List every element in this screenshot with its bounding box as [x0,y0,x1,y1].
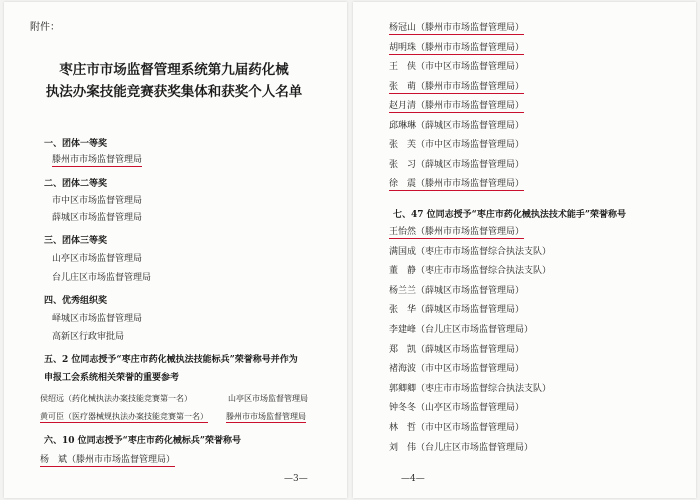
section-1-org-1: 滕州市市场监督管理局 [52,155,143,165]
honor-list-item: 邱琳琳（薛城区市场监督管理局） [389,120,525,131]
expert-list-item: 李建峰（台儿庄区市场监督管理局） [389,325,534,335]
expert-list-item: 褚海波（市中区市场监督管理局） [389,364,525,375]
honor-list-item: 王 侠（市中区市场监督管理局） [389,62,525,72]
expert-list-item: 杨兰兰（薛城区市场监督管理局） [389,285,525,296]
section-7-heading: 七、47 位同志授予“枣庄市药化械执法技术能手”荣誉称号 [393,210,627,220]
expert-list-item: 满国成（枣庄市市场监督综合执法支队） [389,246,552,257]
expert-list-item: 郭卿卿（枣庄市市场监督综合执法支队） [389,383,552,394]
honor-list-item: 徐 震（滕州市市场监督管理局） [389,179,525,189]
section-4-org-1: 峄城区市场监督管理局 [52,314,143,324]
honor-list-item: 杨冠山（滕州市市场监督管理局） [389,23,525,33]
section-3-org-1: 山亭区市场监督管理局 [52,254,143,264]
attachment-label: 附件： [30,22,60,33]
expert-list-item: 董 静（枣庄市市场监督综合执法支队） [389,266,552,277]
page-4 [353,2,696,498]
honor-list-item: 张 萌（滕州市市场监督管理局） [389,81,525,92]
section-1-heading: 一、团体一等奖 [44,139,108,149]
section-5-person-1-org: 山亭区市场监督管理局 [228,394,308,403]
honor-list-item: 赵月清（滕州市市场监督管理局） [389,101,525,111]
section-4-org-2: 高新区行政审批局 [52,332,125,342]
section-5-person-2-org: 滕州市市场监督管理局 [226,412,306,421]
expert-list-item: 刘 伟（台儿庄区市场监督管理局） [389,442,534,453]
section-2-org-2: 薛城区市场监督管理局 [52,213,143,223]
expert-list-item: 林 哲（市中区市场监督管理局） [389,423,525,433]
expert-list-item: 郑 凯（薛城区市场监督管理局） [389,344,525,355]
expert-list-item: 王怡然（滕州市市场监督管理局） [389,227,525,237]
section-5-heading-line2: 申报工会系统相关荣誉的重要参考 [44,373,180,383]
honor-list-item: 胡明珠（滕州市市场监督管理局） [389,42,525,53]
honor-list-item: 张 芙（市中区市场监督管理局） [389,140,525,150]
section-2-org-1: 市中区市场监督管理局 [52,196,143,206]
page-3 [4,2,347,498]
expert-list-item: 张 华（薛城区市场监督管理局） [389,305,525,316]
page-number-3: —3— [284,474,308,484]
document-title-line2: 执法办案技能竞赛获奖集体和获奖个人名单 [45,84,303,100]
document-title-line1: 枣庄市市场监督管理系统第九届药化械 [59,62,289,78]
honor-list-item: 张 习（薛城区市场监督管理局） [389,159,525,170]
section-3-org-2: 台儿庄区市场监督管理局 [52,273,152,283]
section-4-heading: 四、优秀组织奖 [44,296,108,306]
section-5-person-1: 侯绍远（药化械执法办案技能竞赛第一名） [40,394,192,403]
section-5-heading-line1: 五、2 位同志授予“枣庄市药化械执法技能标兵”荣誉称号并作为 [44,355,298,365]
section-2-heading: 二、团体二等奖 [44,179,108,189]
section-6-person-1: 杨 斌（滕州市市场监督管理局） [40,455,176,465]
section-3-heading: 三、团体三等奖 [44,236,108,246]
page-number-4: —4— [401,474,425,484]
section-6-heading: 六、10 位同志授予“枣庄市药化械标兵”荣誉称号 [44,436,242,446]
section-5-person-2: 黄可臣（医疗器械规执法办案技能竞赛第一名） [40,412,208,421]
expert-list-item: 钟冬冬（山亭区市场监督管理局） [389,403,525,414]
